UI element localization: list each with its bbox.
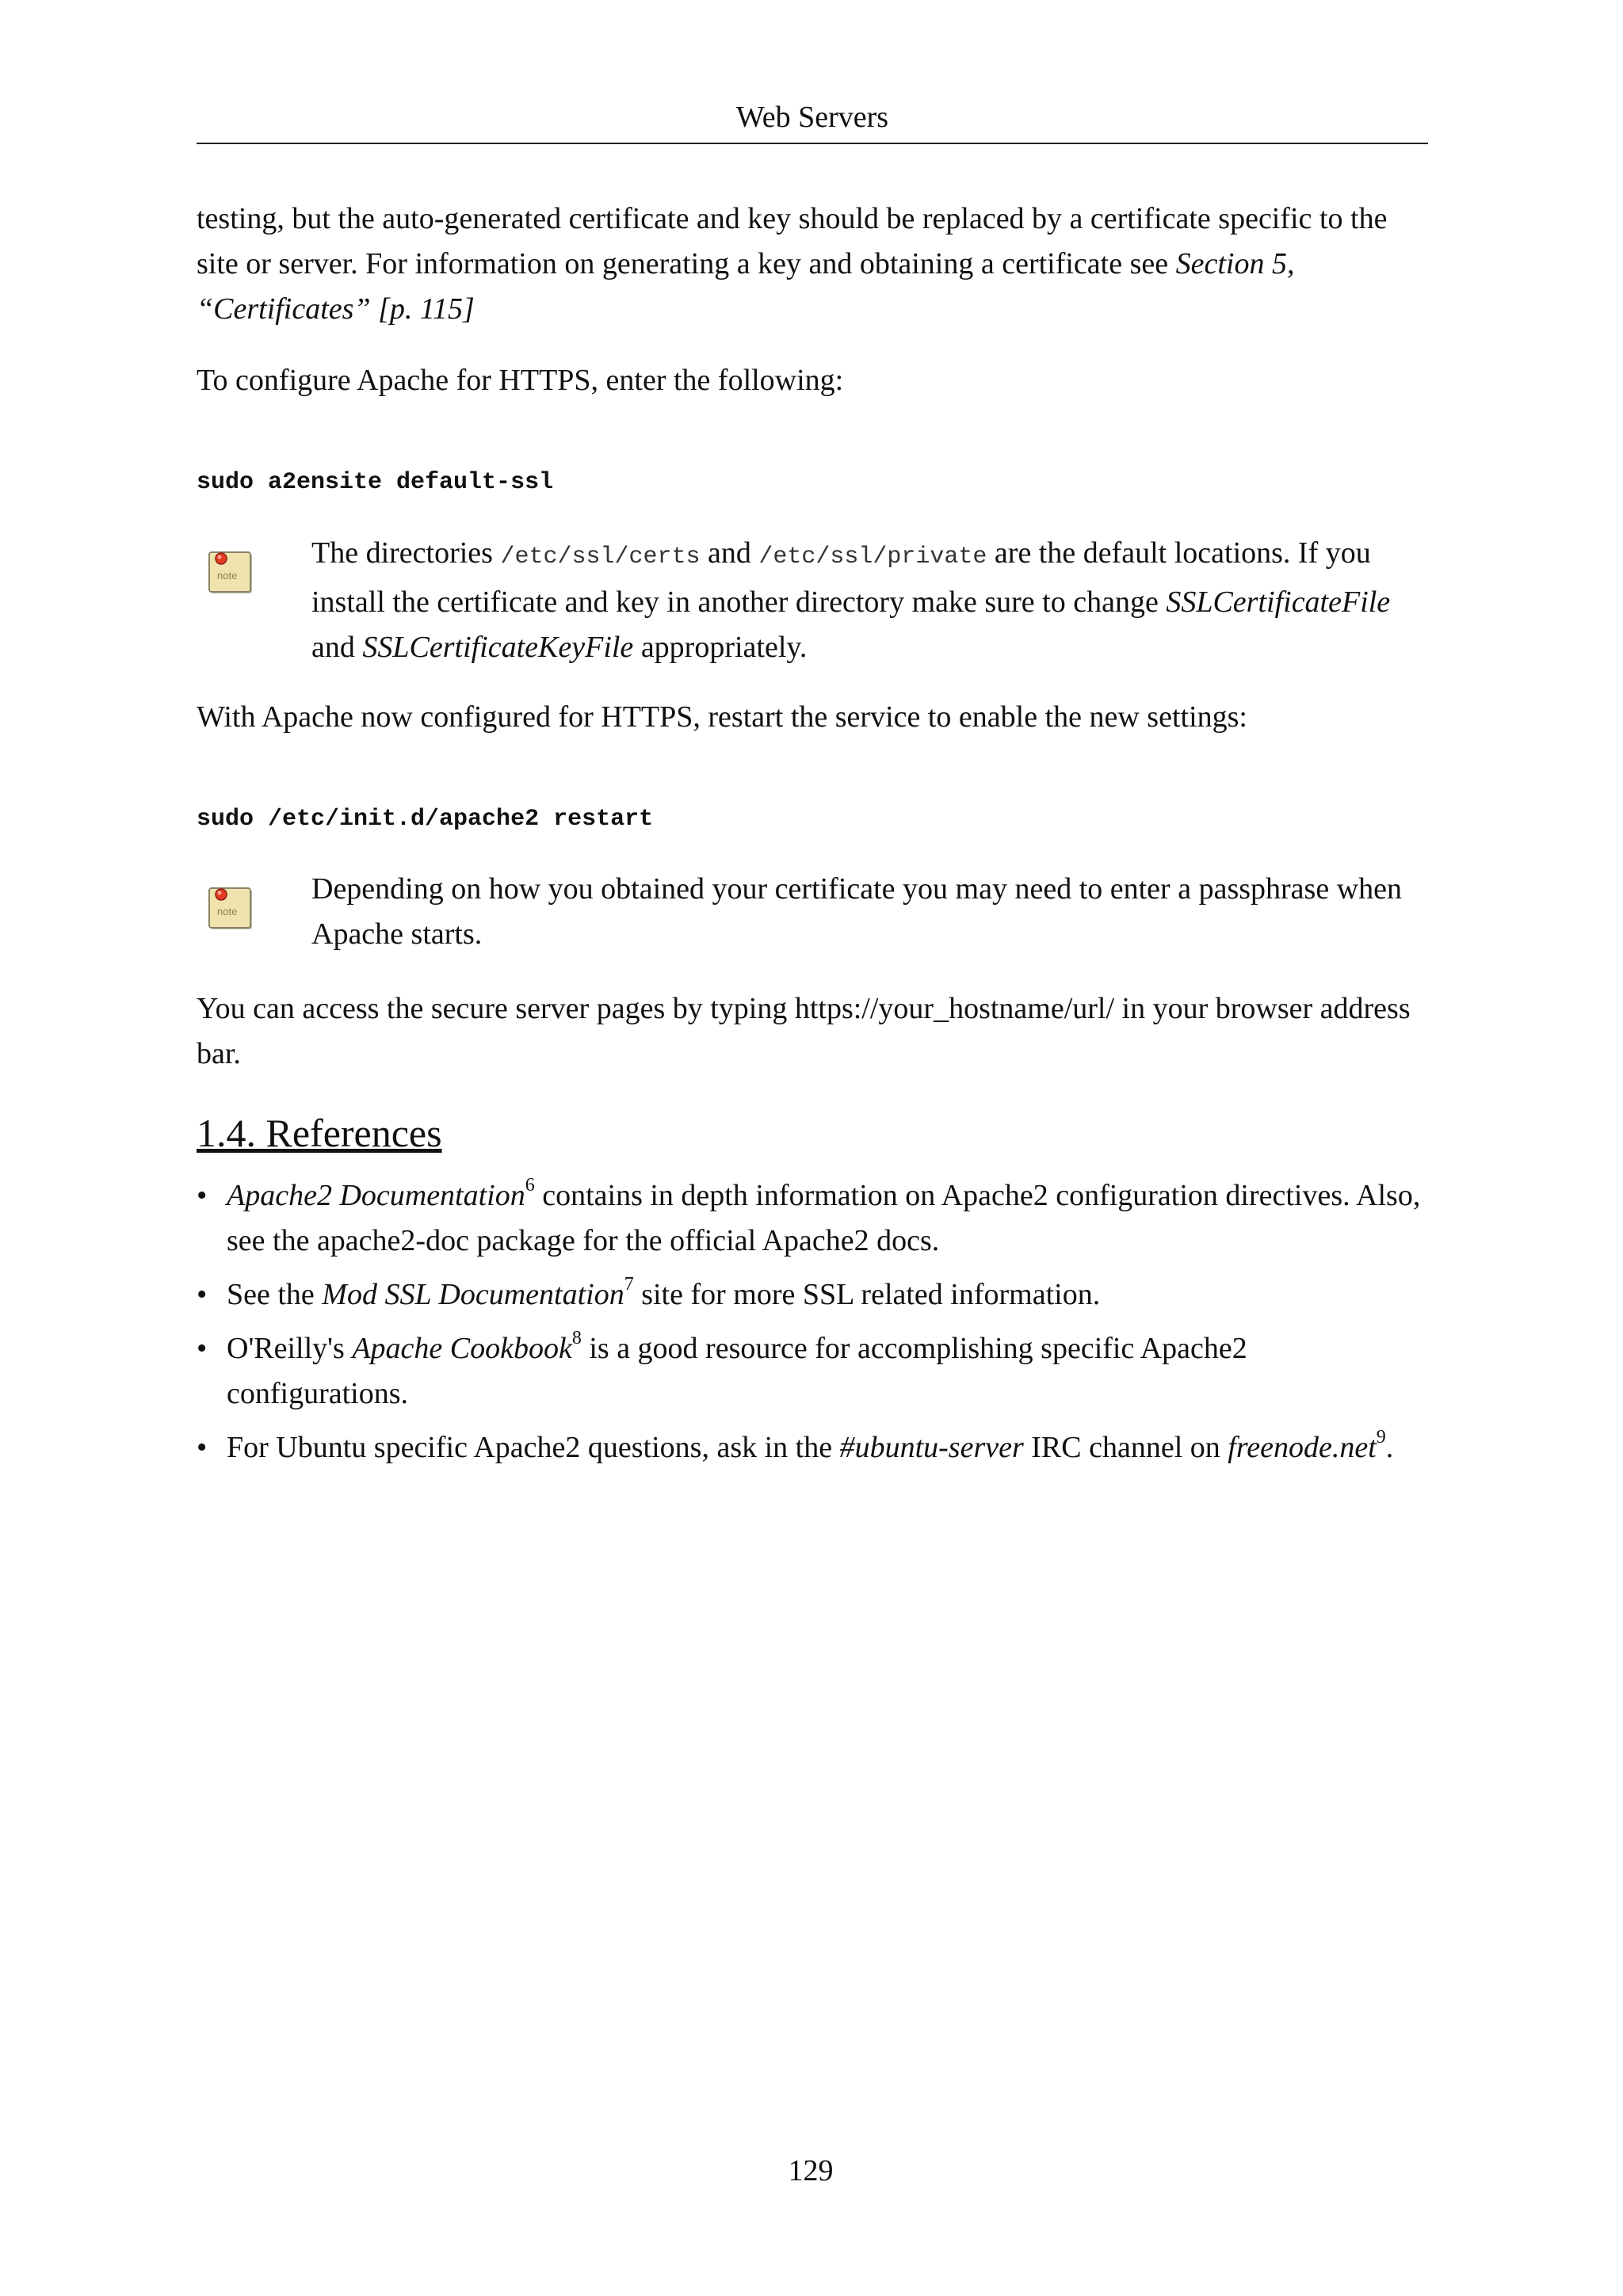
bullet: • [197, 1278, 208, 1311]
running-header: Web Servers [735, 101, 889, 134]
list-item: • See the Mod SSL Documentation$^7$ site for more SSL related information. [197, 1272, 1428, 1318]
configure-paragraph: To configure Apache for HTTPS, enter the following: [197, 364, 844, 397]
list-item: • For Ubuntu specific Apache2 questions, ask in the #ubuntu-server IRC channel on freenode.net$^9$. [197, 1425, 1428, 1470]
ubuntu-server-channel: #ubuntu-server [839, 1431, 1024, 1464]
note-passphrase: Depending on how you obtained your certificate you may need to enter a passphrase when Apache starts. [311, 872, 1402, 951]
list-item: • Apache2 Documentation$^6$ contains in depth information on Apache2 configuration directives. Also, see the apache2-doc package for the official Apache2 docs. [197, 1173, 1428, 1264]
apache2-documentation-link[interactable]: Apache2 Documentation [227, 1179, 525, 1212]
list-item: • O'Reilly's Apache Cookbook$^8$ is a good resource for accomplishing specific Apache2 configurations. [197, 1326, 1428, 1417]
path-etc-ssl-private: /etc/ssl/private [758, 543, 987, 570]
apache-cookbook-link[interactable]: Apache Cookbook [352, 1332, 572, 1365]
bullet: • [197, 1332, 208, 1365]
footnote-ref: 7 [624, 1274, 634, 1295]
section-heading-references: 1.4. References [197, 1111, 442, 1155]
note-icon [205, 883, 258, 935]
header-rule [197, 143, 1428, 144]
freenode-link[interactable]: freenode.net [1228, 1431, 1377, 1464]
bullet: • [197, 1179, 208, 1212]
command-a2ensite: sudo a2ensite default-ssl [197, 469, 554, 496]
mod-ssl-documentation-link[interactable]: Mod SSL Documentation [322, 1278, 624, 1311]
references-list [197, 1173, 1428, 1470]
command-apache2-restart: sudo /etc/init.d/apache2 restart [197, 806, 654, 833]
section-5-certificates-link[interactable]: Section 5, “Certificates” [p. 115] [197, 247, 1295, 326]
access-paragraph: You can access the secure server pages by typing https://your_hostname/url/ in your browser address bar. [197, 992, 1411, 1070]
ssl-certificate-file: SSLCertificateFile [1166, 585, 1391, 619]
footnote-ref: 8 [571, 1328, 582, 1349]
restart-paragraph: With Apache now configured for HTTPS, restart the service to enable the new settings: [197, 700, 1247, 734]
page-number: 129 [788, 2154, 834, 2187]
intro-text: testing, but the auto-generated certificate and key should be replaced by a certificate specific to the site or server. For information on generating a key and obtaining a certificate see [197, 202, 1388, 280]
intro-paragraph [197, 196, 1428, 332]
footnote-ref: 6 [525, 1175, 535, 1196]
note-certificate-locations: The directories /etc/ssl/certs and /etc/ssl/private are the default locations. If you install the certificate and key in another directory make sure to change SSLCertificateFile and SSLCertificateKeyFile appropriately. [311, 536, 1391, 664]
note-icon [205, 547, 258, 599]
bullet: • [197, 1431, 208, 1464]
ssl-certificate-key-file: SSLCertificateKeyFile [362, 631, 634, 664]
note-icon-label: note [217, 906, 238, 917]
note-icon-label: note [217, 570, 238, 582]
path-etc-ssl-certs: /etc/ssl/certs [500, 543, 701, 570]
footnote-ref: 9 [1376, 1427, 1386, 1448]
